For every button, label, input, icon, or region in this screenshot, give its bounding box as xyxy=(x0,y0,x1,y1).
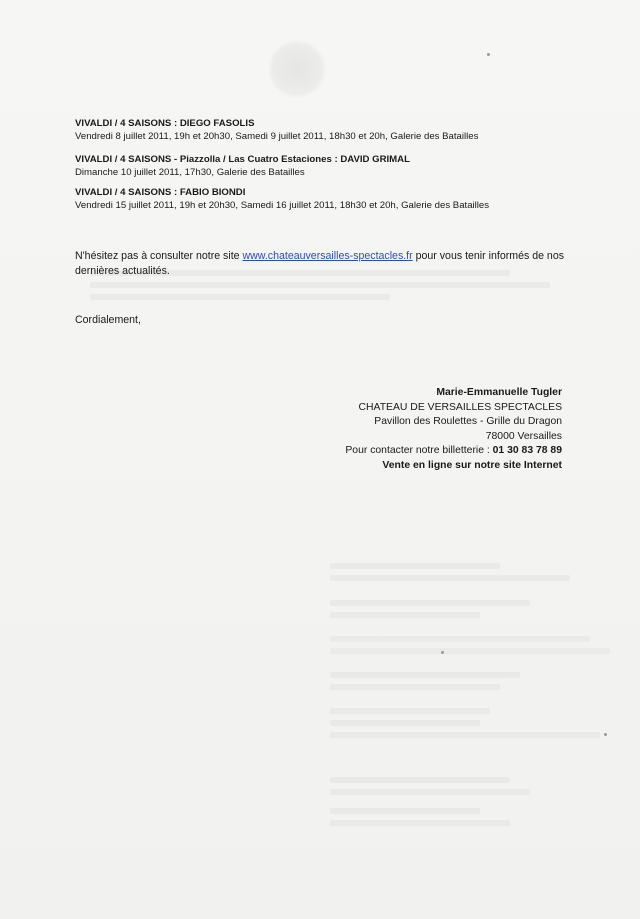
event-title: VIVALDI / 4 SAISONS - Piazzolla / Las Cuatro Estaciones : DAVID GRIMAL xyxy=(75,154,410,165)
website-paragraph xyxy=(75,249,575,278)
show-through-line xyxy=(330,612,480,618)
scan-speck xyxy=(441,651,444,654)
show-through-line xyxy=(330,600,530,606)
event-details: Vendredi 8 juillet 2011, 19h et 20h30, Samedi 9 juillet 2011, 18h30 et 20h, Galerie des Batailles xyxy=(75,131,479,142)
signatory-city: 78000 Versailles xyxy=(485,430,562,442)
paragraph-text-before-link: N'hésitez pas à consulter notre site xyxy=(75,250,243,262)
event-details: Dimanche 10 juillet 2011, 17h30, Galerie des Batailles xyxy=(75,167,305,178)
event-details: Vendredi 15 juillet 2011, 19h et 20h30, Samedi 16 juillet 2011, 18h30 et 20h, Galerie des Batailles xyxy=(75,200,490,211)
show-through-line xyxy=(330,777,510,783)
scan-speck xyxy=(604,733,607,736)
show-through-line xyxy=(330,732,600,738)
phone-number: 01 30 83 78 89 xyxy=(492,445,562,457)
online-sales-note: Vente en ligne sur notre site Internet xyxy=(382,459,562,471)
signatory-address: Pavillon des Roulettes - Grille du Dragon xyxy=(374,416,562,428)
website-link[interactable]: www.chateauversailles-spectacles.fr xyxy=(242,250,413,262)
show-through-line xyxy=(90,294,390,300)
show-through-line xyxy=(330,720,480,726)
phone-label: Pour contacter notre billetterie : xyxy=(345,445,493,457)
show-through-line xyxy=(330,575,570,581)
show-through-line xyxy=(330,708,490,714)
event-listing xyxy=(75,153,410,179)
closing-salutation: Cordialement, xyxy=(75,314,141,326)
signatory-name: Marie-Emmanuelle Tugler xyxy=(436,387,562,398)
paragraph-text-after-link: pour vous tenir informés de nos dernières actualités. xyxy=(75,250,565,277)
show-through-line xyxy=(330,563,500,569)
show-through-line xyxy=(330,789,530,795)
event-listing xyxy=(75,117,478,143)
show-through-line xyxy=(330,684,500,690)
show-through-logo xyxy=(268,40,326,98)
signature-block xyxy=(345,386,562,474)
signatory-organization: CHATEAU DE VERSAILLES SPECTACLES xyxy=(358,401,562,413)
event-listing xyxy=(75,186,489,212)
show-through-line xyxy=(330,636,590,642)
event-title: VIVALDI / 4 SAISONS : DIEGO FASOLIS xyxy=(75,118,255,129)
show-through-line xyxy=(90,282,550,288)
ticket-office-contact xyxy=(345,444,562,459)
show-through-line xyxy=(330,808,480,814)
show-through-line xyxy=(330,672,520,678)
scan-speck xyxy=(487,53,490,56)
show-through-line xyxy=(330,648,610,654)
show-through-line xyxy=(330,820,510,826)
event-title: VIVALDI / 4 SAISONS : FABIO BIONDI xyxy=(75,187,246,198)
